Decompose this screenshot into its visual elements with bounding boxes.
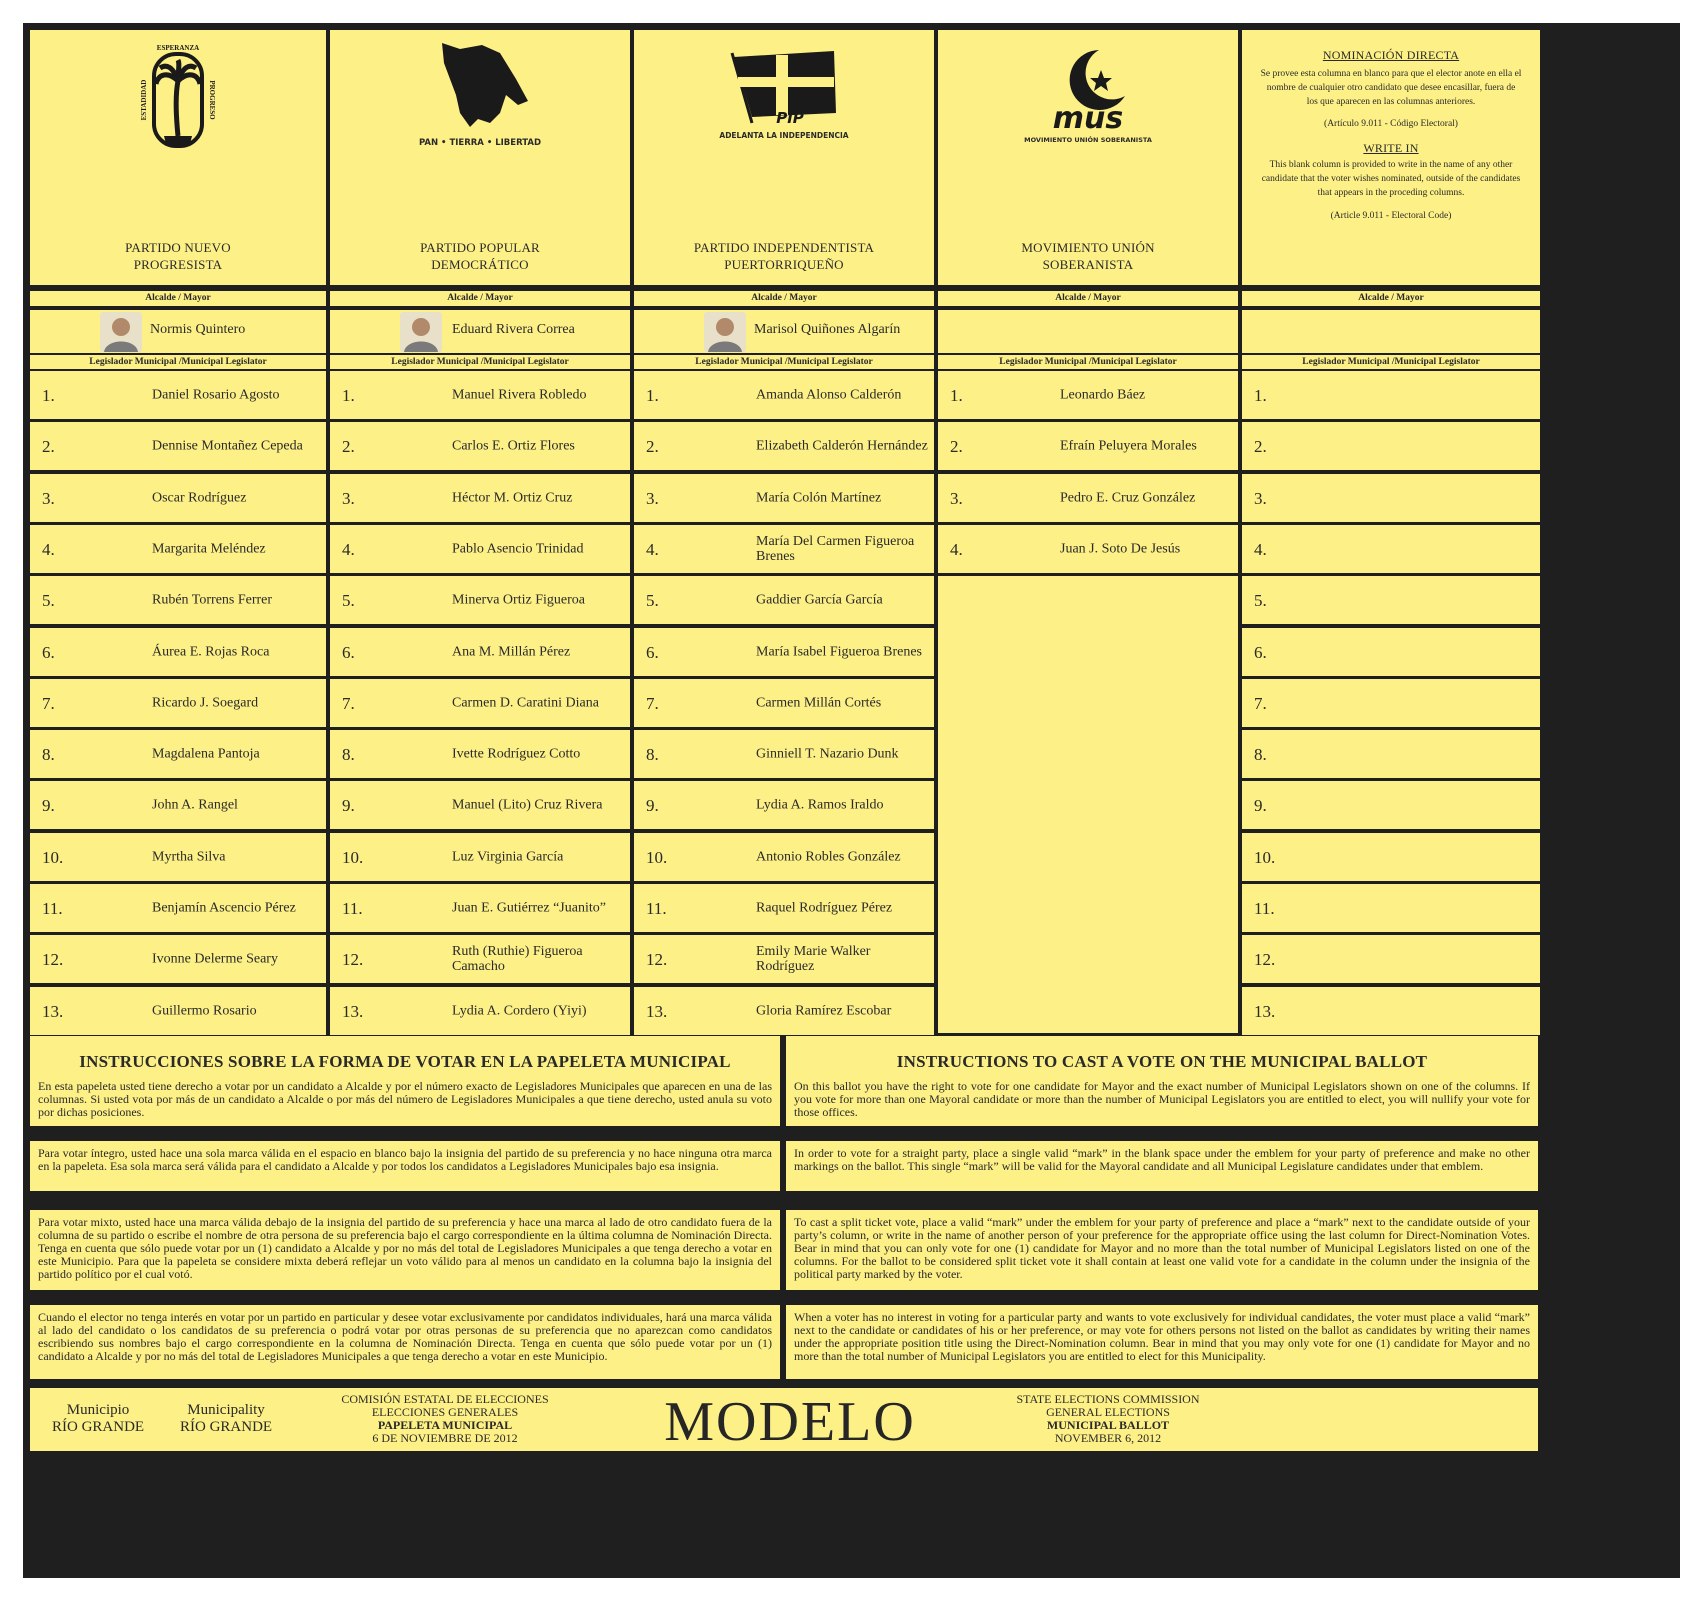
mayor-cell-ppd[interactable] [330, 310, 630, 353]
legislator-number: 8. [342, 745, 355, 765]
write-in-row[interactable] [1242, 628, 1540, 676]
legislator-label-ppd: Legislador Municipal /Municipal Legislator [330, 355, 630, 369]
legislator-number: 4. [1254, 539, 1267, 559]
legislator-number: 12. [646, 950, 668, 970]
mayor-cell-pnp[interactable] [30, 310, 326, 353]
legislator-name: Dennise Montañez Cepeda [152, 438, 303, 454]
legislator-name: Juan J. Soto De Jesús [1060, 541, 1181, 557]
pip-flag-icon [724, 47, 844, 127]
legislator-number: 13. [1254, 1001, 1276, 1021]
legislator-name: Ginniell T. Nazario Dunk [756, 746, 899, 762]
legislator-number: 10. [42, 847, 64, 867]
instructions-en-title: INSTRUCTIONS TO CAST A VOTE ON THE MUNICIPAL BALLOT [896, 1052, 1428, 1071]
legislator-name: Daniel Rosario Agosto [152, 387, 280, 403]
write-in-es-text: Se provee esta columna en blanco para que el elector anote en ella el nombre de cualquier otro candidato que desee encasillar, fuera de los que aparecen en las columnas anteriores. [1260, 69, 1522, 107]
legislator-row[interactable] [938, 422, 1238, 470]
legislator-number: 6. [42, 642, 55, 662]
instructions-en-para-4: When a voter has no interest in voting for a particular party and wants to vote exclusively for individual candidates, the voter must place a valid “mark” next to the candidate or candidates of his or her preference, or may vote for others persons not listed on the ballot as candidates by writing their names under the appropriate position title using the Direct-Nomination column. Bear in mind that you may only vote for one (1) candidate for Mayor and no more than the total number of Municipal Legislators you are entitled to elect for this Municipality. [786, 1305, 1538, 1379]
write-in-es-ref: (Artículo 9.011 - Código Electoral) [1324, 119, 1458, 129]
legislator-number: 6. [342, 642, 355, 662]
legislator-row[interactable] [634, 833, 934, 881]
legislator-number: 5. [42, 591, 55, 611]
ballot-en-type: MUNICIPAL BALLOT [1046, 1418, 1170, 1432]
legislator-row[interactable] [634, 730, 934, 778]
write-in-row[interactable] [1242, 576, 1540, 624]
legislator-row[interactable] [330, 371, 630, 419]
svg-text:PIP: PIP [776, 109, 804, 127]
party-header-pip[interactable] [634, 30, 934, 285]
legislator-number: 4. [950, 539, 963, 559]
legislator-row[interactable] [30, 628, 326, 676]
legislator-name: Lydia A. Cordero (Yiyi) [452, 1003, 587, 1019]
instructions-es-para-1: En esta papeleta usted tiene derecho a votar por un candidato a Alcalde y por el número exacto de Legisladores Municipales que aparecen en una de las columnas. Si usted vota por más de un candidato a Alcalde o por más del número de Legisladores Municipales a que tiene derecho, usted anula su voto por dichas posiciones. [38, 1079, 772, 1119]
legislator-row[interactable] [330, 730, 630, 778]
ballot-footer [30, 1388, 1538, 1451]
mayor-cell-mus[interactable] [938, 310, 1238, 353]
legislator-name: Benjamín Ascencio Pérez [152, 900, 296, 916]
legislator-name: Pedro E. Cruz González [1060, 490, 1196, 506]
legislator-number: 5. [342, 591, 355, 611]
legislator-number: 6. [1254, 642, 1267, 662]
legislator-number: 1. [646, 386, 659, 405]
legislator-number: 3. [342, 488, 355, 508]
candidate-photo [100, 312, 142, 352]
legislator-name: Ivette Rodríguez Cotto [452, 746, 581, 762]
legislator-row[interactable] [634, 935, 934, 983]
party-logo-ppd [330, 36, 630, 151]
municipality-label: Municipality [187, 1402, 265, 1418]
legislator-number: 1. [42, 386, 55, 405]
legislator-number: 8. [1254, 745, 1267, 765]
legislator-number: 13. [42, 1001, 64, 1021]
instructions-en-para-1: On this ballot you have the right to vote for one candidate for Mayor and the exact number of Municipal Legislators shown on one of the columns. If you vote for more than one Mayoral candidate or more than the number of Municipal Legislators you are entitled to elect, you will nullify your vote for those offices. [794, 1079, 1530, 1119]
legislator-label-pip: Legislador Municipal /Municipal Legislator [634, 355, 934, 369]
legislator-name: Áurea E. Rojas Roca [152, 644, 270, 659]
legislator-name: Pablo Asencio Trinidad [452, 541, 584, 557]
mayor-label-ppd: Alcalde / Mayor [330, 291, 630, 306]
write-in-row[interactable] [1242, 935, 1540, 983]
legislator-name: Carmen Millán Cortés [756, 695, 882, 711]
legislator-name: Antonio Robles González [756, 849, 901, 865]
legislator-name: Ruth (Ruthie) Figueroa Camacho [452, 944, 583, 975]
mus-slogan: MOVIMIENTO UNIÓN SOBERANISTA [1024, 135, 1152, 144]
legislator-name: Ricardo J. Soegard [152, 695, 259, 711]
legislator-row[interactable] [30, 422, 326, 470]
municipio-label: Municipio [66, 1402, 130, 1418]
legislator-row[interactable] [30, 525, 326, 573]
svg-text:mus: mus [1052, 100, 1124, 134]
instructions-es-title: INSTRUCCIONES SOBRE LA FORMA DE VOTAR EN LA PAPELETA MUNICIPAL [79, 1052, 731, 1071]
legislator-number: 9. [646, 796, 659, 816]
legislator-number: 1. [1254, 386, 1267, 405]
legislator-name: María Colón Martínez [756, 490, 882, 506]
election-en-name: GENERAL ELECTIONS [1046, 1405, 1170, 1419]
write-in-en-text: This blank column is provided to write in the name of any other candidate that the voter wishes nominated, outside of the candidates that appears in the proceding columns. [1261, 160, 1521, 198]
mayor-label-pnp: Alcalde / Mayor [30, 291, 326, 306]
municipal-ballot [23, 23, 1680, 1578]
legislator-row[interactable] [330, 884, 630, 932]
legislator-row[interactable] [634, 576, 934, 624]
instructions-en-para-3: To cast a split ticket vote, place a valid “mark” under the emblem for your party of preference and place a “mark” next to the candidate outside of your party’s column, or write in the name of another person of your preference for the appropriate office using the last column for Direct-Nomination Votes. Bear in mind that you can only vote for one (1) candidate for Mayor and no more than the total number of Municipal Legislators listed on one of the columns. For the ballot to be considered split ticket vote it shall contain at least one valid vote for a candidate in the column under the insignia of the political party marked by the voter. [786, 1210, 1538, 1290]
mayor-label-mus: Alcalde / Mayor [938, 291, 1238, 306]
party-logo-mus [938, 36, 1238, 151]
legislator-number: 6. [646, 642, 659, 662]
legislator-name: Héctor M. Ortiz Cruz [452, 490, 573, 506]
instructions-en-para-2: In order to vote for a straight party, place a single valid “mark” in the blank space under the emblem for your party of preference and make no other markings on the ballot. This single “mark” will be valid for the Mayoral candidate and all Municipal Legislature candidates under that emblem. [786, 1141, 1538, 1191]
legislator-row[interactable] [634, 474, 934, 522]
legislator-number: 11. [1254, 899, 1275, 918]
legislator-row[interactable] [30, 371, 326, 419]
legislator-name: Myrtha Silva [152, 849, 226, 865]
legislator-row[interactable] [330, 474, 630, 522]
svg-text:ESTADIDAD: ESTADIDAD [140, 79, 148, 121]
legislator-number: 4. [42, 539, 55, 559]
legislator-row[interactable] [938, 525, 1238, 573]
legislator-name: Magdalena Pantoja [152, 746, 260, 762]
legislator-name: María Isabel Figueroa Brenes [756, 644, 922, 659]
write-in-row[interactable] [1242, 884, 1540, 932]
election-es-date: 6 DE NOVIEMBRE DE 2012 [372, 1431, 518, 1445]
legislator-row[interactable] [330, 576, 630, 624]
legislator-name: Guillermo Rosario [152, 1003, 257, 1019]
legislator-name: Efraín Peluyera Morales [1060, 438, 1197, 454]
legislator-name: Carlos E. Ortiz Flores [452, 438, 575, 454]
candidate-photo [400, 312, 442, 352]
commission-en [983, 1393, 1233, 1445]
party-name-ppd: PARTIDO POPULAR DEMOCRÁTICO [420, 240, 540, 272]
legislator-number: 7. [646, 693, 659, 713]
legislator-label-write-in: Legislador Municipal /Municipal Legislator [1242, 355, 1540, 369]
legislator-number: 11. [646, 899, 667, 918]
legislator-name: Gloria Ramírez Escobar [756, 1003, 892, 1019]
legislator-name: Ivonne Delerme Seary [152, 951, 278, 967]
legislator-row[interactable] [634, 422, 934, 470]
legislator-name: Elizabeth Calderón Hernández [756, 438, 928, 454]
legislator-number: 2. [42, 437, 55, 457]
legislator-row[interactable] [938, 474, 1238, 522]
legislator-number: 9. [342, 796, 355, 816]
mayor-name: Marisol Quiñones Algarín [754, 322, 901, 337]
legislator-number: 1. [342, 386, 355, 405]
commission-en-name: STATE ELECTIONS COMMISSION [1016, 1392, 1200, 1406]
write-in-row[interactable] [1242, 422, 1540, 470]
instructions-es-para-3: Para votar mixto, usted hace una marca válida debajo de la insignia del partido de su preferencia y hace una marca al lado de otro candidato fuera de la columna de su partido o escribe el nombre de otra persona de su preferencia bajo el cargo correspondiente en la última columna de Nominación Directa. Tenga en cuenta que sólo puede votar por un (1) candidato a Alcalde y por no más del total de Legisladores Municipales a que tenga derecho a votar en este Municipio. Para que la papeleta se considere mixta deberá reflejar un voto válido para al menos un candidato en la columna bajo la insignia del partido político por el cual votó. [30, 1210, 780, 1290]
legislator-name: Carmen D. Caratini Diana [452, 695, 599, 711]
write-in-header [1242, 30, 1540, 285]
legislator-number: 3. [1254, 488, 1267, 508]
legislator-row[interactable] [30, 884, 326, 932]
write-in-row[interactable] [1242, 371, 1540, 419]
mus-empty-block [938, 576, 1238, 1033]
write-in-row[interactable] [1242, 987, 1540, 1035]
jibaro-profile-icon [420, 39, 540, 134]
legislator-number: 9. [42, 796, 55, 816]
mayor-cell-pip[interactable] [634, 310, 934, 353]
election-en-date: NOVEMBER 6, 2012 [1054, 1431, 1162, 1445]
party-logo-pip [634, 36, 934, 151]
legislator-row[interactable] [330, 525, 630, 573]
legislator-number: 2. [646, 437, 659, 457]
svg-text:PROGRESO: PROGRESO [208, 80, 216, 120]
mayor-name: Eduard Rivera Correa [452, 322, 575, 337]
legislator-number: 12. [342, 950, 364, 970]
legislator-number: 9. [1254, 796, 1267, 816]
party-name-pip: PARTIDO INDEPENDENTISTA PUERTORRIQUEÑO [693, 240, 875, 272]
legislator-name: Oscar Rodríguez [152, 490, 247, 506]
candidate-photo [704, 312, 746, 352]
legislator-row[interactable] [634, 371, 934, 419]
legislator-row[interactable] [634, 884, 934, 932]
legislator-number: 3. [950, 488, 963, 508]
legislator-name: Leonardo Báez [1060, 387, 1146, 403]
write-in-row[interactable] [1242, 679, 1540, 727]
legislator-row[interactable] [30, 576, 326, 624]
legislator-number: 8. [42, 745, 55, 765]
legislator-number: 5. [646, 591, 659, 611]
write-in-en-title: WRITE IN [1363, 141, 1419, 155]
legislator-row[interactable] [330, 935, 630, 983]
legislator-number: 11. [342, 899, 363, 918]
legislator-row[interactable] [634, 525, 934, 573]
legislator-row[interactable] [30, 730, 326, 778]
ppd-slogan: PAN • TIERRA • LIBERTAD [418, 138, 542, 148]
legislator-name: Juan E. Gutiérrez “Juanito” [452, 900, 606, 916]
legislator-row[interactable] [30, 833, 326, 881]
legislator-row[interactable] [938, 371, 1238, 419]
legislator-name: Ana M. Millán Pérez [452, 644, 571, 659]
legislator-row[interactable] [30, 987, 326, 1035]
party-header-mus[interactable] [938, 30, 1238, 285]
legislator-name: Emily Marie Walker Rodríguez [756, 944, 871, 975]
legislator-row[interactable] [330, 679, 630, 727]
legislator-name: Amanda Alonso Calderón [756, 387, 902, 403]
legislator-row[interactable] [330, 422, 630, 470]
legislator-number: 2. [1254, 437, 1267, 457]
legislator-number: 2. [342, 437, 355, 457]
legislator-number: 7. [342, 693, 355, 713]
legislator-number: 11. [42, 899, 63, 918]
municipio-value: RÍO GRANDE [52, 1419, 145, 1435]
legislator-row[interactable] [330, 987, 630, 1035]
legislator-row[interactable] [330, 833, 630, 881]
legislator-label-pnp: Legislador Municipal /Municipal Legislator [30, 355, 326, 369]
legislator-number: 8. [646, 745, 659, 765]
write-in-row[interactable] [1242, 525, 1540, 573]
municipality-block [180, 1402, 272, 1436]
svg-text:ESPERANZA: ESPERANZA [156, 44, 200, 52]
legislator-number: 10. [646, 847, 668, 867]
legislator-name: Manuel Rivera Robledo [452, 387, 587, 403]
mayor-cell-write-in[interactable] [1242, 310, 1540, 353]
legislator-number: 3. [646, 488, 659, 508]
mayor-label-write-in: Alcalde / Mayor [1242, 291, 1540, 306]
legislator-number: 2. [950, 437, 963, 457]
commission-es [320, 1393, 570, 1445]
party-header-ppd[interactable] [330, 30, 630, 285]
legislator-row[interactable] [330, 628, 630, 676]
write-in-row[interactable] [1242, 474, 1540, 522]
legislator-name: Minerva Ortiz Figueroa [452, 592, 585, 608]
party-header-pnp[interactable] [30, 30, 326, 285]
moon-star-icon [1033, 44, 1143, 134]
legislator-number: 5. [1254, 591, 1267, 611]
legislator-row[interactable] [30, 474, 326, 522]
mayor-name: Normis Quintero [150, 322, 246, 337]
legislator-number: 12. [42, 950, 64, 970]
legislator-row[interactable] [634, 781, 934, 829]
instructions-en-intro [786, 1036, 1538, 1126]
legislator-name: John A. Rangel [152, 797, 238, 813]
legislator-number: 13. [646, 1001, 668, 1021]
legislator-name: Rubén Torrens Ferrer [152, 592, 273, 608]
municipio-block [52, 1402, 144, 1436]
legislator-number: 4. [646, 539, 659, 559]
legislator-row[interactable] [634, 628, 934, 676]
legislator-row[interactable] [30, 679, 326, 727]
legislator-number: 10. [342, 847, 364, 867]
legislator-number: 3. [42, 488, 55, 508]
legislator-row[interactable] [330, 781, 630, 829]
party-name-pnp: PARTIDO NUEVO PROGRESISTA [125, 240, 231, 272]
modelo-watermark: MODELO [664, 1391, 916, 1453]
election-es-name: ELECCIONES GENERALES [371, 1405, 519, 1419]
legislator-number: 10. [1254, 847, 1276, 867]
pip-slogan: ADELANTA LA INDEPENDENCIA [719, 131, 849, 140]
legislator-row[interactable] [30, 781, 326, 829]
ballot-es-type: PAPELETA MUNICIPAL [377, 1418, 513, 1432]
write-in-row[interactable] [1242, 730, 1540, 778]
legislator-number: 4. [342, 539, 355, 559]
instructions-es-para-4: Cuando el elector no tenga interés en votar por un partido en particular y desee votar exclusivamente por candidatos individuales, hará una marca válida al lado del candidato o los candidatos de su preferencia o podrá votar por otras personas de su preferencia que no aparezcan como candidatos escribiendo sus nombres bajo el cargo correspondiente en la columna de Nominación Directa. Tenga en cuenta que sólo puede votar por un (1) candidato a Alcalde y por no más del total de Legisladores Municipales a que tenga derecho a votar en este Municipio. [30, 1305, 780, 1379]
instructions-es-para-2: Para votar íntegro, usted hace una sola marca válida en el espacio en blanco bajo la insignia del partido de su preferencia y no hace ninguna otra marca en la papeleta. Esa sola marca será válida para el candidato a Alcalde y por todos los candidatos a Legisladores Municipales bajo esa insignia. [30, 1141, 780, 1191]
party-name-mus: MOVIMIENTO UNIÓN SOBERANISTA [1021, 240, 1155, 272]
legislator-row[interactable] [30, 935, 326, 983]
write-in-row[interactable] [1242, 781, 1540, 829]
legislator-number: 7. [1254, 693, 1267, 713]
legislator-name: María Del Carmen Figueroa Brenes [756, 533, 915, 564]
mayor-label-pip: Alcalde / Mayor [634, 291, 934, 306]
legislator-number: 13. [342, 1001, 364, 1021]
legislator-name: Gaddier García García [756, 592, 883, 608]
legislator-name: Margarita Meléndez [152, 541, 266, 557]
legislator-number: 1. [950, 386, 963, 405]
write-in-es-title: NOMINACIÓN DIRECTA [1322, 48, 1460, 62]
instructions-es-intro [30, 1036, 780, 1126]
legislator-label-mus: Legislador Municipal /Municipal Legislator [938, 355, 1238, 369]
municipality-value: RÍO GRANDE [180, 1419, 273, 1435]
party-logo-pnp [30, 36, 326, 151]
palm-tree-icon [128, 36, 228, 151]
legislator-row[interactable] [634, 679, 934, 727]
legislator-name: Luz Virginia García [452, 849, 564, 865]
legislator-name: Manuel (Lito) Cruz Rivera [452, 797, 603, 813]
write-in-en-ref: (Article 9.011 - Electoral Code) [1330, 211, 1452, 221]
legislator-number: 7. [42, 693, 55, 713]
legislator-number: 12. [1254, 950, 1276, 970]
legislator-row[interactable] [634, 987, 934, 1035]
commission-es-name: COMISIÓN ESTATAL DE ELECCIONES [341, 1392, 549, 1406]
legislator-name: Lydia A. Ramos Iraldo [756, 797, 884, 813]
legislator-name: Raquel Rodríguez Pérez [756, 900, 893, 916]
write-in-row[interactable] [1242, 833, 1540, 881]
